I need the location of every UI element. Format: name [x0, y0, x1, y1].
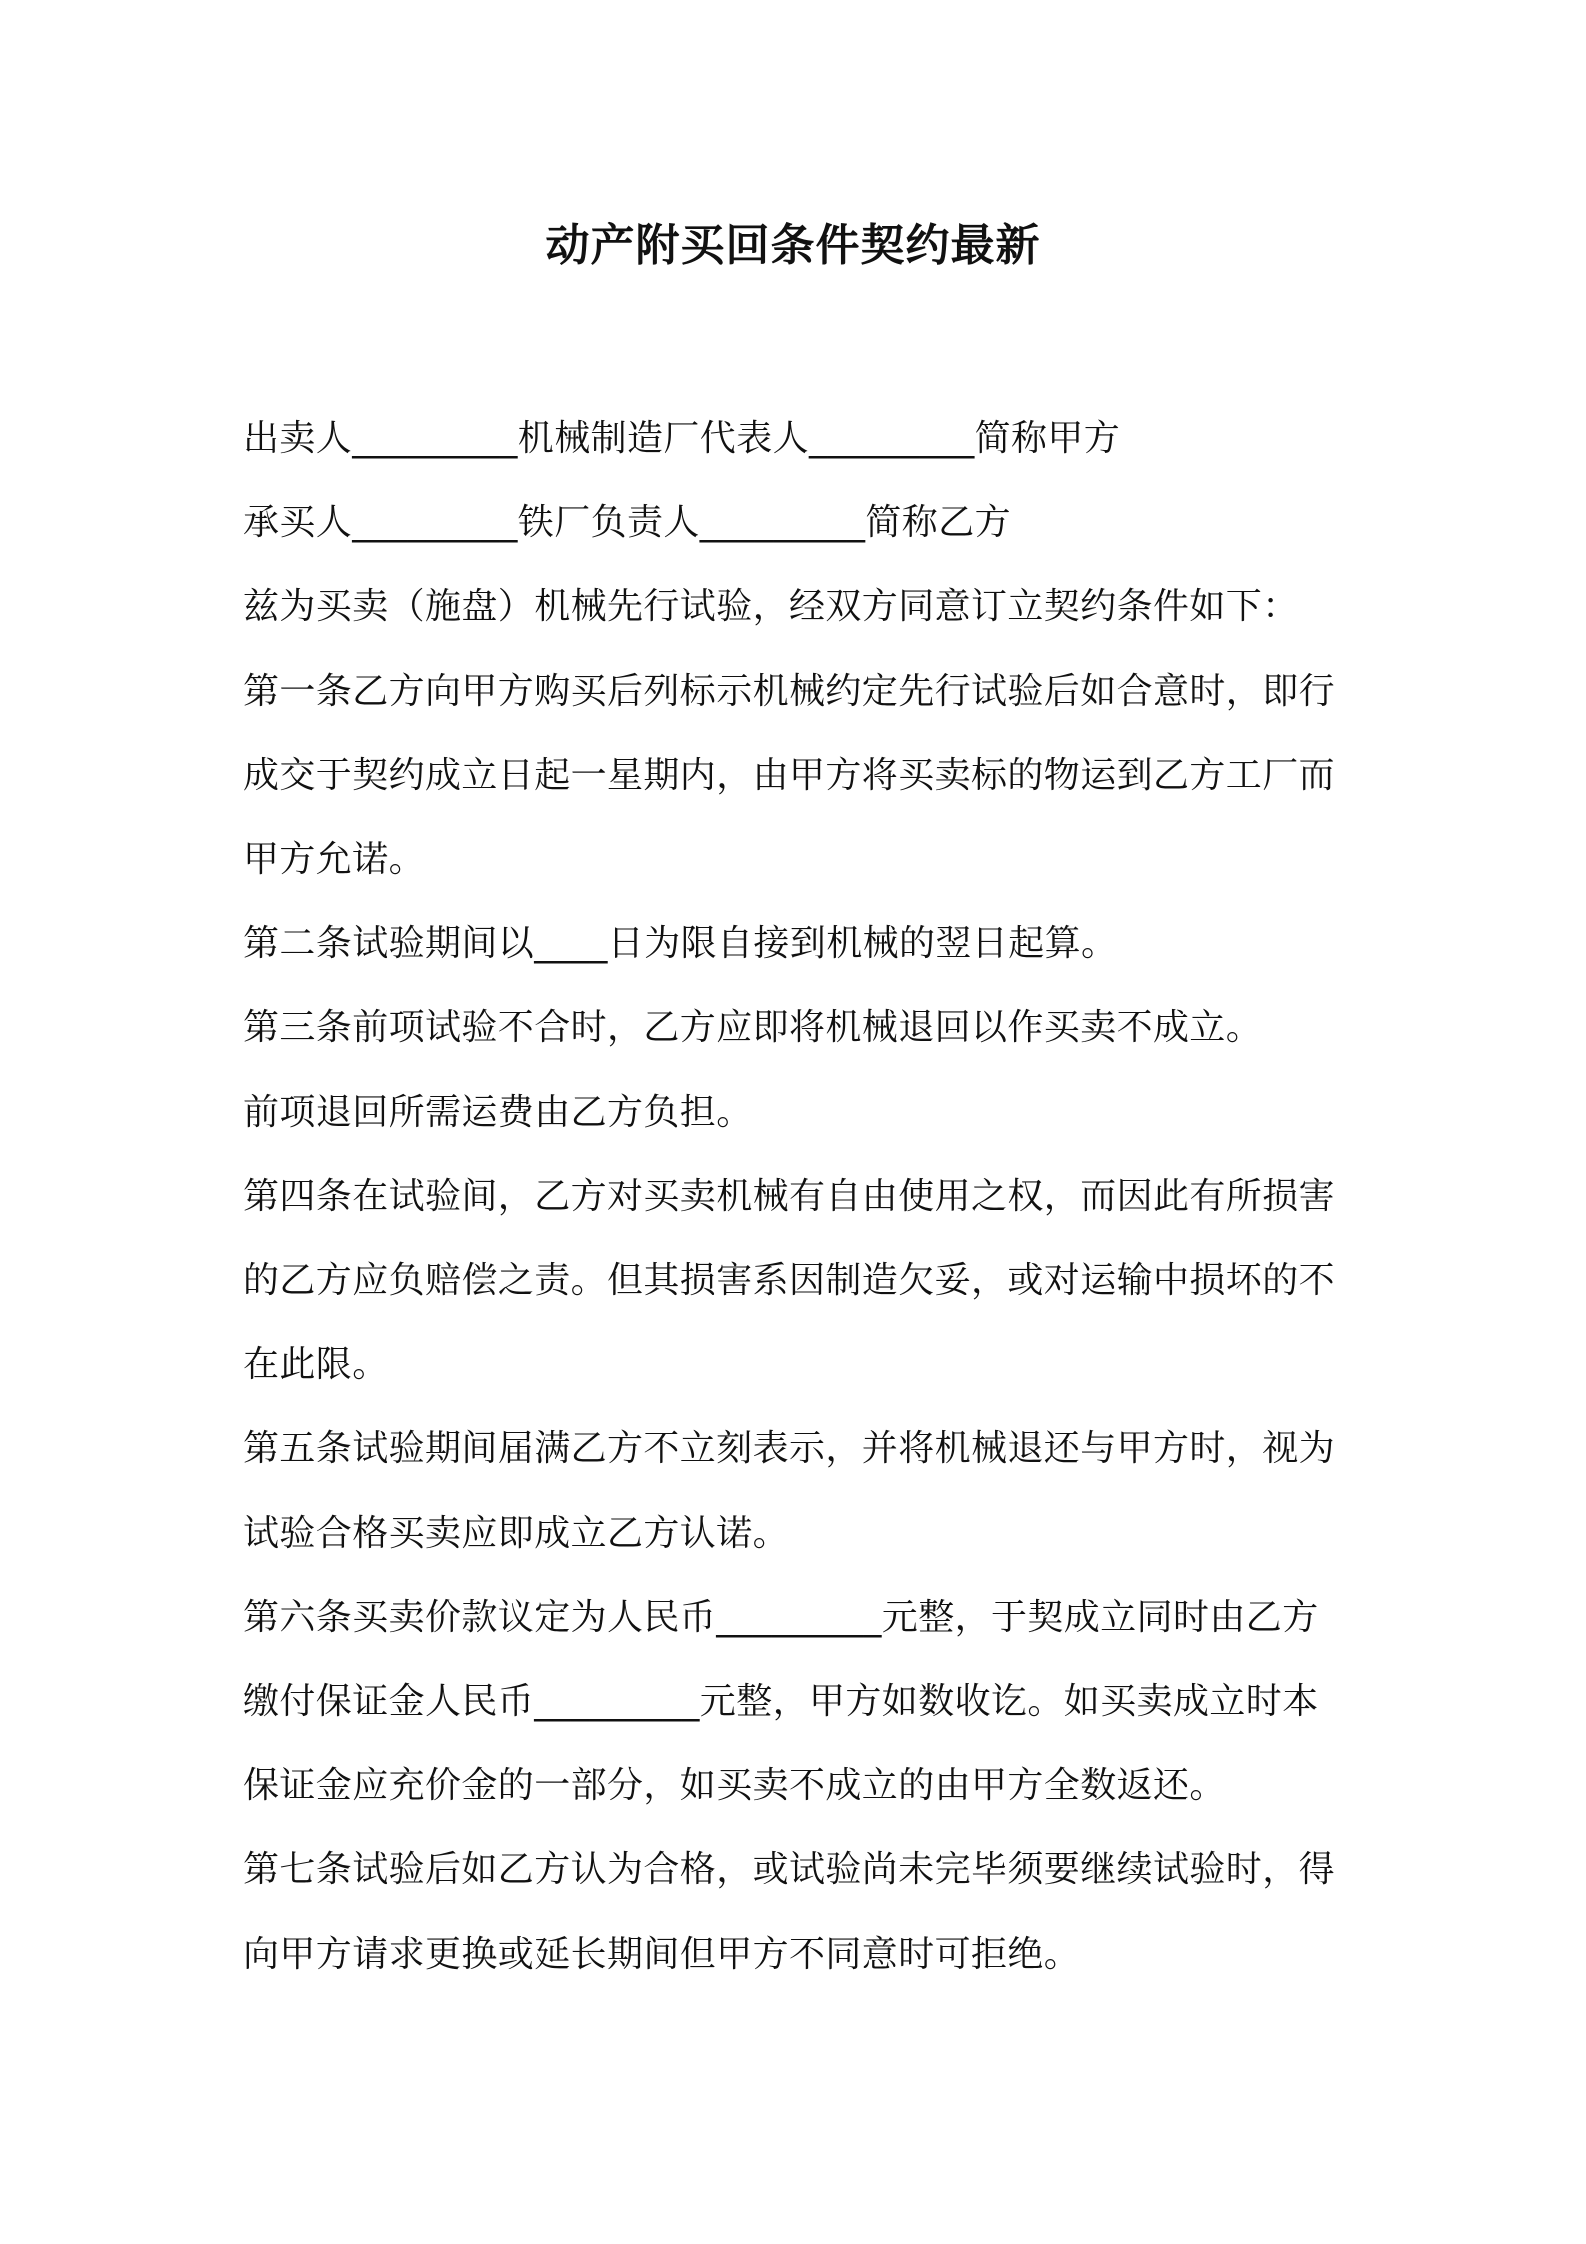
- text-line-article-4-end: 在此限。: [243, 1344, 389, 1385]
- text-line-article-3: 第三条前项试验不合时，乙方应即将机械退回以作买卖不成立。: [243, 1007, 1263, 1048]
- text-line-article-2: 第二条试验期间以____日为限自接到机械的翌日起算。: [243, 923, 1118, 964]
- text-line-buyer: 承买人_________铁厂负责人_________简称乙方: [243, 502, 1012, 543]
- text-line-article-5: 第五条试验期间届满乙方不立刻表示，并将机械退还与甲方时，视为: [243, 1428, 1336, 1469]
- text-line-article-7: 第七条试验后如乙方认为合格，或试验尚未完毕须要继续试验时，得: [243, 1849, 1336, 1890]
- text-line-article-6: 第六条买卖价款议定为人民币_________元整，于契成立同时由乙方: [243, 1597, 1319, 1638]
- text-line-seller: 出卖人_________机械制造厂代表人_________简称甲方: [243, 418, 1121, 459]
- document-title: 动产附买回条件契约最新: [545, 220, 1041, 271]
- text-line-article-4: 第四条在试验间，乙方对买卖机械有自由使用之权，而因此有所损害: [243, 1176, 1336, 1217]
- text-line-article-7-end: 向甲方请求更换或延长期间但甲方不同意时可拒绝。: [243, 1934, 1081, 1975]
- text-line-preamble: 兹为买卖（施盘）机械先行试验，经双方同意订立契约条件如下：: [243, 586, 1299, 627]
- text-line-article-4-cont: 的乙方应负赔偿之责。但其损害系因制造欠妥，或对运输中损坏的不: [243, 1260, 1336, 1301]
- text-line-article-1-end: 甲方允诺。: [243, 839, 426, 880]
- text-line-article-6-cont: 缴付保证金人民币_________元整，甲方如数收讫。如买卖成立时本: [243, 1681, 1319, 1722]
- text-line-article-1: 第一条乙方向甲方购买后列标示机械约定先行试验后如合意时，即行: [243, 671, 1336, 712]
- text-line-article-5-end: 试验合格买卖应即成立乙方认诺。: [243, 1513, 790, 1554]
- text-line-article-1-cont: 成交于契约成立日起一星期内，由甲方将买卖标的物运到乙方工厂而: [243, 755, 1336, 796]
- text-line-article-3-cont: 前项退回所需运费由乙方负担。: [243, 1092, 753, 1133]
- text-line-article-6-end: 保证金应充价金的一部分，如买卖不成立的由甲方全数返还。: [243, 1765, 1226, 1806]
